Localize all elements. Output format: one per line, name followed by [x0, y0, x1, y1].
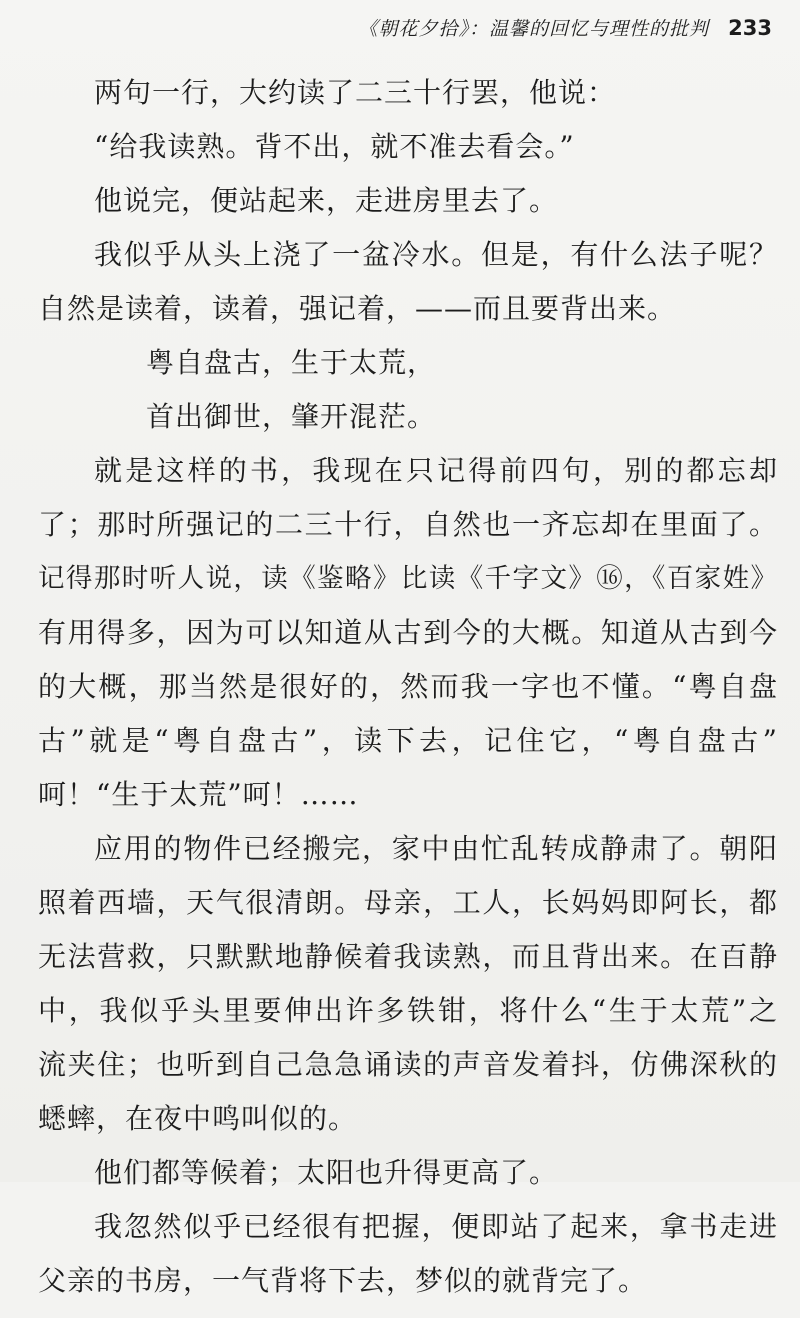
text-line: 照着西墙，天气很清朗。母亲，工人，长妈妈即阿长，都: [38, 886, 778, 919]
text-line: 的大概，那当然是很好的，然而我一字也不懂。“粤自盘: [38, 670, 778, 703]
text-line: 记得那时听人说，读《鉴略》比读《千字文》⑯，《百家姓》: [38, 563, 778, 594]
text-line: 古”就是“粤自盘古”，读下去，记住它，“粤自盘古”: [38, 724, 778, 757]
text-line: 流夹住；也听到自己急急诵读的声音发着抖，仿佛深秋的: [38, 1048, 778, 1081]
text-line: 父亲的书房，一气背将下去，梦似的就背完了。: [38, 1264, 648, 1297]
text-line: 呵！“生于太荒”呵！……: [38, 778, 359, 811]
text-line: 他们都等候着；太阳也升得更高了。: [94, 1156, 559, 1189]
text-line: 两句一行，大约读了二三十行罢，他说：: [94, 76, 617, 109]
body-text: [38, 76, 778, 1318]
page-number: 233: [728, 15, 772, 40]
text-line: 自然是读着，读着，强记着，——而且要背出来。: [38, 292, 677, 325]
text-line: 应用的物件已经搬完，家中由忙乱转成静肃了。朝阳: [94, 832, 778, 865]
text-line: 中，我似乎头里要伸出许多铁钳，将什么“生于太荒”之: [38, 994, 778, 1027]
text-line: 了；那时所强记的二三十行，自然也一齐忘却在里面了。: [38, 508, 778, 541]
text-line: 就是这样的书，我现在只记得前四句，别的都忘却: [94, 454, 778, 487]
running-header-title: 《朝花夕拾》：温馨的回忆与理性的批判: [358, 18, 710, 40]
text-line: “给我读熟。背不出，就不准去看会。”: [94, 130, 575, 163]
verse-line: 粤自盘古，生于太荒，: [146, 346, 437, 379]
text-line: 无法营救，只默默地静候着我读熟，而且背出来。在百静: [38, 940, 778, 973]
verse-line: 首出御世，肇开混茫。: [146, 400, 437, 433]
text-line: 蟋蟀，在夜中鸣叫似的。: [38, 1102, 358, 1135]
running-header: [28, 14, 772, 44]
text-line: 我忽然似乎已经很有把握，便即站了起来，拿书走进: [94, 1210, 778, 1243]
text-line: 有用得多，因为可以知道从古到今的大概。知道从古到今: [38, 616, 778, 649]
text-line: 我似乎从头上浇了一盆冷水。但是，有什么法子呢？: [94, 238, 778, 271]
text-line: 他说完，便站起来，走进房里去了。: [94, 184, 559, 217]
